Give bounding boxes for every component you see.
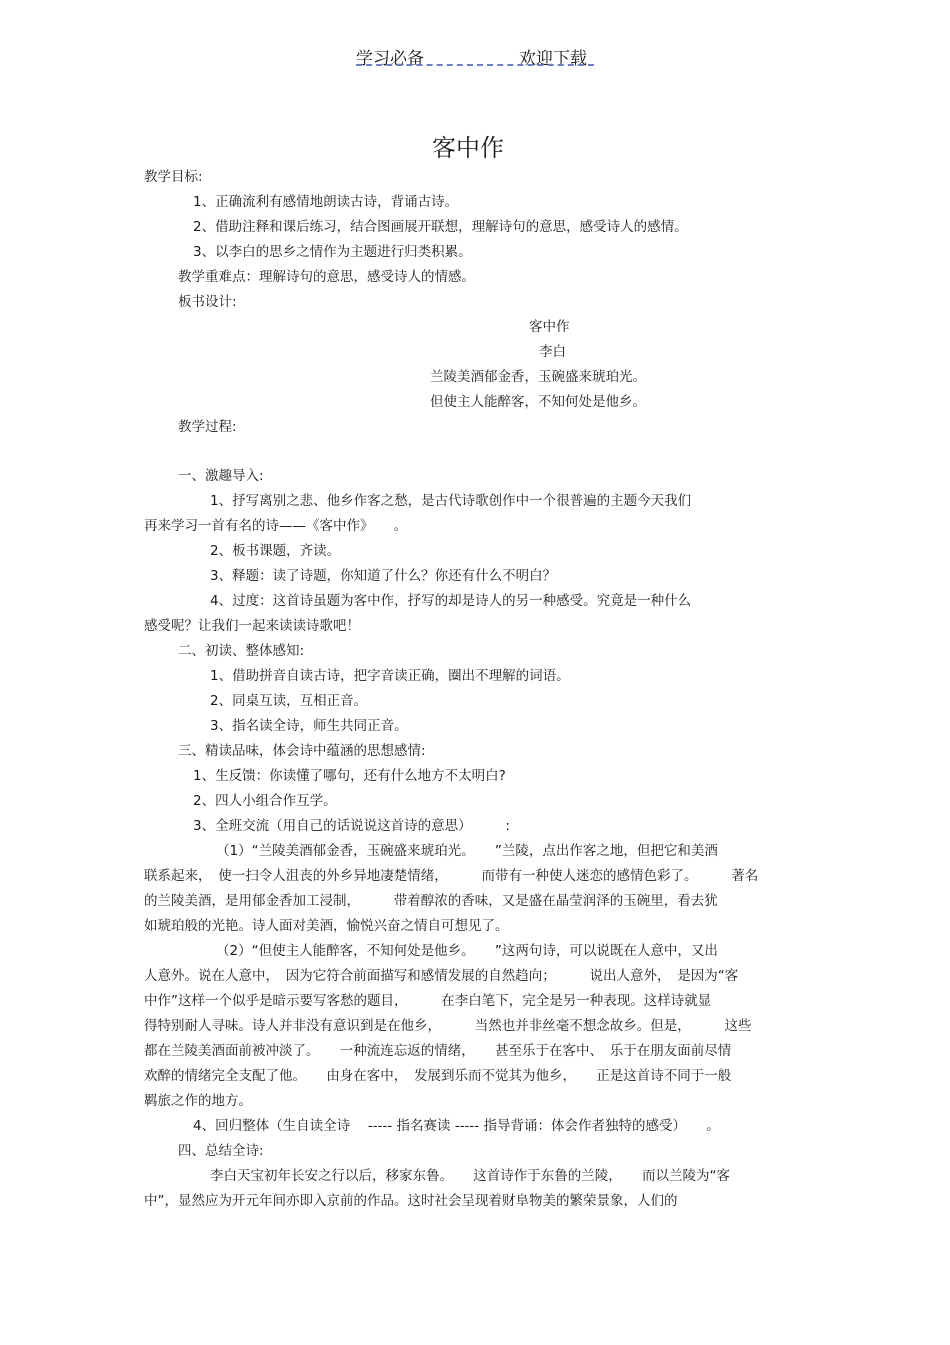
text-line: 2、借助注释和课后练习，结合图画展开联想，理解诗句的意思，感受诗人的感情。 <box>193 219 688 235</box>
header-right-text: 欢迎下载 <box>519 49 587 69</box>
text-line: 得特别耐人寻味。诗人并非没有意识到是在他乡， 当然也并非丝毫不想念故乡。但是， 这些 <box>144 1018 752 1034</box>
text-line: 李白天宝初年长安之行以后，移家东鲁。 这首诗作于东鲁的兰陵， 而以兰陵为“客 <box>210 1168 730 1184</box>
text-line: 一、激趣导入: <box>178 468 264 484</box>
text-line: 2、板书课题，齐读。 <box>210 543 341 559</box>
text-line: 联系起来， 使一扫令人沮丧的外乡异地凄楚情绪， 而带有一种使人迷恋的感情色彩了。 著名 <box>144 868 759 884</box>
text-line: 3、释题：读了诗题，你知道了什么？你还有什么不明白？ <box>210 568 557 584</box>
text-line: 三、精读品味，体会诗中蕴涵的思想感情: <box>178 743 426 759</box>
text-line: 板书设计: <box>178 294 237 310</box>
text-line: 教学目标: <box>144 169 203 185</box>
text-line: 3、以李白的思乡之情作为主题进行归类积累。 <box>193 244 472 260</box>
text-line: 人意外。说在人意中， 因为它符合前面描写和感情发展的自然趋向； 说出人意外， 是因为“客 <box>144 968 739 984</box>
text-line: 感受呢？让我们一起来读读诗歌吧！ <box>144 618 360 634</box>
text-line: 中”，显然应为开元年间亦即入京前的作品。这时社会呈现着财阜物美的繁荣景象，人们的 <box>144 1193 678 1209</box>
text-line: 3、指名读全诗，师生共同正音。 <box>210 718 408 734</box>
text-line: 四、总结全诗: <box>178 1143 264 1159</box>
document-title: 客中作 <box>432 134 504 162</box>
text-line: 二、初读、整体感知: <box>178 643 305 659</box>
header-left-text: 学习必备 <box>356 49 424 69</box>
text-line: 客中作 <box>529 319 570 335</box>
text-line: （2）“但使主人能醉客，不知何处是他乡。 ”这两句诗，可以说既在人意中，又出 <box>216 943 718 959</box>
text-line: 1、生反馈：你读懂了哪句，还有什么地方不太明白? <box>193 768 506 784</box>
text-line: 羁旅之作的地方。 <box>144 1093 252 1109</box>
text-line: 1、正确流利有感情地朗读古诗，背诵古诗。 <box>193 194 459 210</box>
text-line: 如琥珀般的光艳。诗人面对美酒，愉悦兴奋之情自可想见了。 <box>144 918 509 934</box>
text-line: （1）“兰陵美酒郁金香，玉碗盛来琥珀光。 ”兰陵，点出作客之地，但把它和美酒 <box>216 843 718 859</box>
text-line: 3、全班交流（用自己的话说说这首诗的意思） : <box>193 818 510 834</box>
text-line: 教学重难点：理解诗句的意思，感受诗人的情感。 <box>178 269 475 285</box>
text-line: 2、四人小组合作互学。 <box>193 793 337 809</box>
text-line: 兰陵美酒郁金香，玉碗盛来琥珀光。 <box>430 369 646 385</box>
text-line: 1、借助拼音自读古诗，把字音读正确，圈出不理解的词语。 <box>210 668 570 684</box>
text-line: 1、抒写离别之悲、他乡作客之愁，是古代诗歌创作中一个很普遍的主题今天我们 <box>210 493 692 509</box>
text-line: 4、回归整体（生自读全诗 ----- 指名赛读 ----- 指导背诵：体会作者独特的感受） 。 <box>193 1118 720 1134</box>
text-line: 都在兰陵美酒面前被冲淡了。 一种流连忘返的情绪， 甚至乐于在客中、 乐于在朋友面前尽情 <box>144 1043 732 1059</box>
text-line: 再来学习一首有名的诗——《客中作》 。 <box>144 518 408 534</box>
text-line: 教学过程: <box>178 419 237 435</box>
text-line: 中作”这样一个似乎是暗示要写客愁的题目， 在李白笔下，完全是另一种表现。这样诗就显 <box>144 993 712 1009</box>
text-line: 欢醉的情绪完全支配了他。 由身在客中， 发展到乐而不觉其为他乡， 正是这首诗不同于一般 <box>144 1068 732 1084</box>
header-underline <box>356 64 594 66</box>
text-line: 2、同桌互读，互相正音。 <box>210 693 368 709</box>
text-line: 但使主人能醉客，不知何处是他乡。 <box>430 394 646 410</box>
text-line: 李白 <box>539 344 566 360</box>
text-line: 的兰陵美酒，是用郁金香加工浸制， 带着醇浓的香味，又是盛在晶莹润泽的玉碗里，看去犹 <box>144 893 718 909</box>
text-line: 4、过度：这首诗虽题为客中作，抒写的却是诗人的另一种感受。究竟是一种什么 <box>210 593 692 609</box>
